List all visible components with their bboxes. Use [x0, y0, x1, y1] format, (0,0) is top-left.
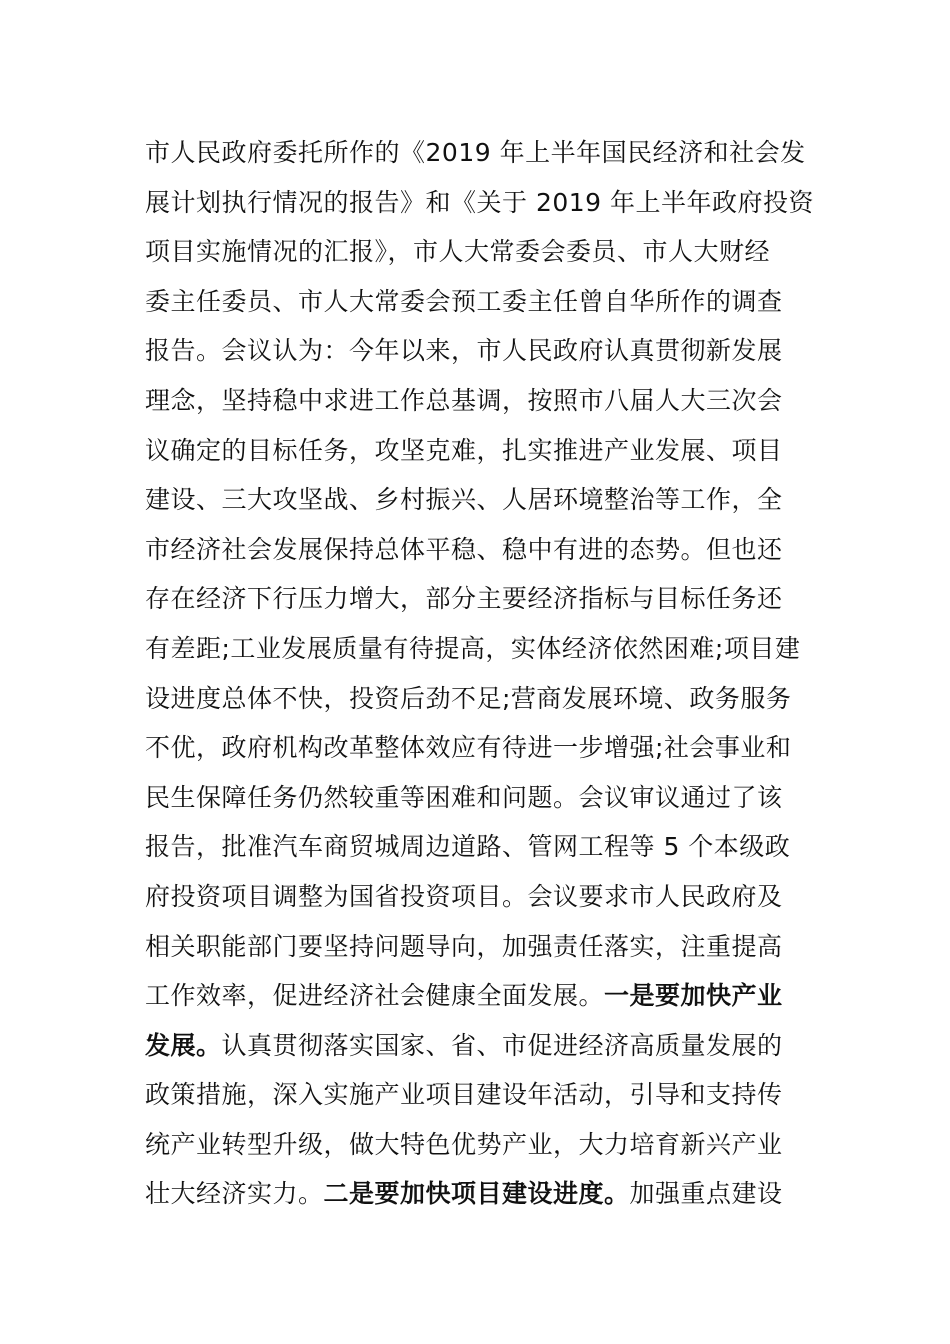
text-segment: 委主任委员、市人大常委会预工委主任曾自华所作的调查 [145, 286, 783, 316]
text-line [145, 475, 809, 525]
text-segment: 相关职能部门要坚持问题导向，加强责任落实，注重提高 [145, 931, 783, 961]
text-segment: 有差距;工业发展质量有待提高，实体经济依然困难;项目建 [145, 633, 801, 663]
text-line [145, 1169, 809, 1219]
text-line [145, 971, 809, 1021]
text-line [145, 326, 809, 376]
text-line [145, 178, 815, 228]
body-text [145, 128, 815, 1219]
text-line [145, 376, 809, 426]
text-segment: 市经济社会发展保持总体平稳、稳中有进的态势。但也还 [145, 534, 783, 564]
text-segment: 议确定的目标任务，攻坚克难，扎实推进产业发展、项目 [145, 435, 783, 465]
text-line [145, 674, 809, 724]
text-segment: 工作效率，促进经济社会健康全面发展。 [145, 981, 605, 1011]
text-line [145, 227, 809, 277]
text-segment: 认真贯彻落实国家、省、市促进经济高质量发展的 [221, 1030, 783, 1060]
text-segment: 民生保障任务仍然较重等困难和问题。会议审议通过了该 [145, 782, 783, 812]
text-segment: 报告。会议认为：今年以来，市人民政府认真贯彻新发展 [145, 336, 783, 366]
text-line [145, 128, 809, 178]
text-line [145, 426, 809, 476]
text-segment: 建设、三大攻坚战、乡村振兴、人居环境整治等工作，全 [145, 485, 783, 515]
text-line [145, 1021, 809, 1071]
text-segment: 政策措施，深入实施产业项目建设年活动，引导和支持传 [145, 1080, 783, 1110]
text-line [145, 1070, 809, 1120]
bold-text-segment: 一是要加快产业 [604, 981, 783, 1011]
text-segment: 府投资项目调整为国省投资项目。会议要求市人民政府及 [145, 881, 783, 911]
text-segment: 报告，批准汽车商贸城周边道路、管网工程等 5 个本级政 [145, 832, 791, 862]
text-segment: 统产业转型升级，做大特色优势产业，大力培育新兴产业 [145, 1129, 783, 1159]
text-line [145, 872, 809, 922]
text-line [145, 922, 809, 972]
text-line [145, 277, 809, 327]
text-line [145, 1120, 809, 1170]
text-segment: 设进度总体不快，投资后劲不足;营商发展环境、政务服务 [145, 683, 792, 713]
text-line [145, 624, 809, 674]
bold-text-segment: 二是要加快项目建设进度。 [323, 1179, 630, 1209]
text-segment: 加强重点建设 [629, 1179, 783, 1209]
text-segment: 项目实施情况的汇报》，市人大常委会委员、市人大财经 [145, 237, 771, 267]
text-line [145, 822, 809, 872]
text-segment: 展计划执行情况的报告》和《关于 2019 年上半年政府投资 [145, 187, 815, 217]
text-line [145, 574, 809, 624]
text-segment: 市人民政府委托所作的《2019 年上半年国民经济和社会发 [145, 138, 806, 167]
text-line [145, 525, 809, 575]
text-segment: 不优，政府机构改革整体效应有待进一步增强;社会事业和 [145, 733, 792, 763]
text-segment: 存在经济下行压力增大，部分主要经济指标与目标任务还 [145, 584, 783, 614]
bold-text-segment: 发展。 [145, 1030, 222, 1060]
text-segment: 理念，坚持稳中求进工作总基调，按照市八届人大三次会 [145, 385, 783, 415]
text-line [145, 723, 809, 773]
text-segment: 壮大经济实力。 [145, 1179, 324, 1209]
text-line [145, 773, 809, 823]
